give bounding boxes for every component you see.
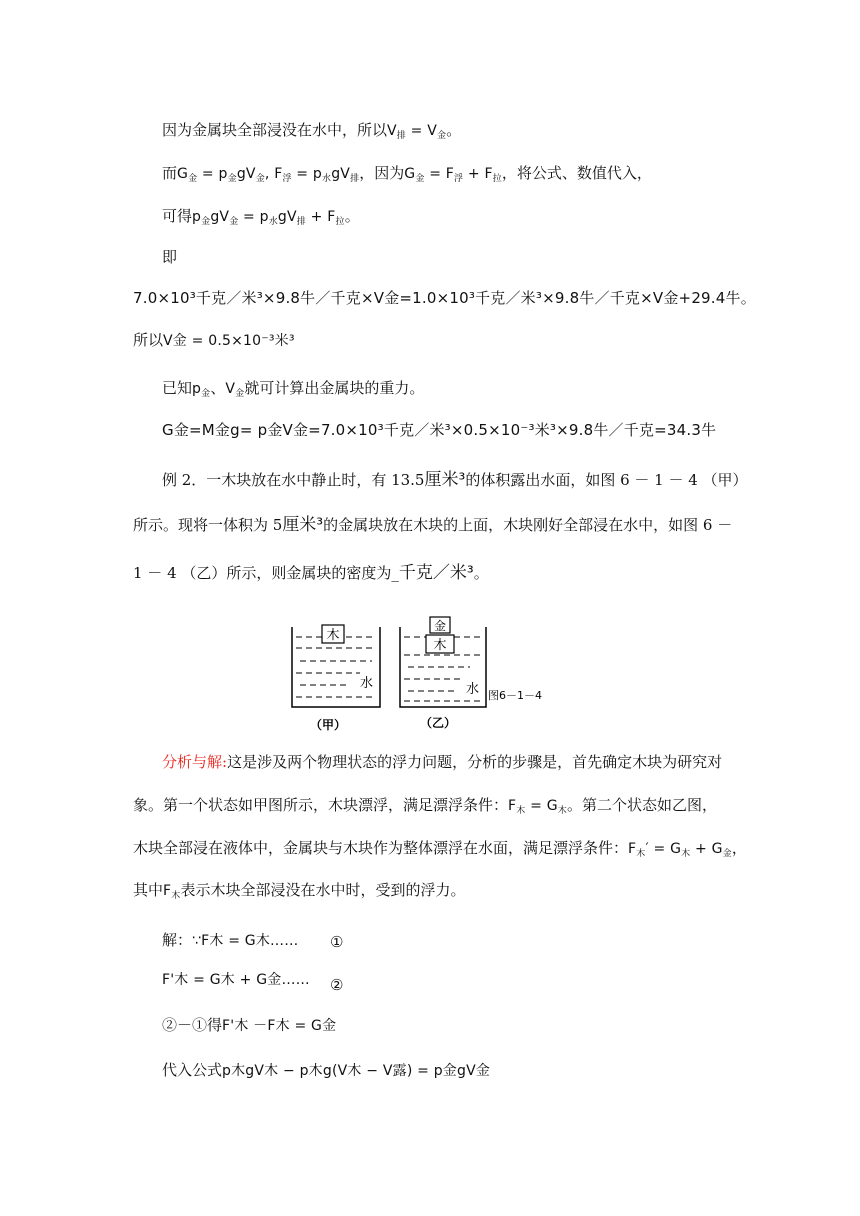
analysis-line-3 — [133, 838, 747, 864]
formula-balance: $G_金 = F_浮 + F_拉$ — [404, 166, 502, 184]
equation-line-8: G金=M金g= p金V金=7.0×10³千克／米³×0.5×10⁻³米³×9.8牛／千克=34.3牛 — [162, 421, 717, 439]
label-water-right: 水 — [466, 682, 480, 697]
analysis-line-2 — [133, 795, 717, 821]
text: 表示木块全部浸没在水中时，受到的浮力。 — [180, 881, 466, 899]
formula-v-gold: $V_金$ — [225, 381, 245, 399]
solution-line-1 — [162, 930, 298, 951]
text-line-7 — [162, 378, 424, 404]
text-line-1 — [162, 120, 461, 146]
text: ②－①得 — [162, 1016, 223, 1034]
text-line-2 — [162, 163, 652, 189]
text: 而 — [162, 164, 178, 182]
equation-line-5: 7.0×10³千克／米³×9.8牛／千克×V金=1.0×10³千克／米³×9.8牛／千克×V金+29.4牛。 — [133, 289, 756, 307]
text: 已知 — [162, 379, 193, 397]
label-wood-right: 木 — [433, 638, 447, 653]
example-line-2 — [133, 515, 732, 535]
text-line-4: 即 — [162, 248, 178, 266]
formula-g-f: $G_金 = p_金gV_金$, $F_浮 = p_水gV_排$ — [177, 166, 360, 184]
text: 1 － 4 （乙）所示，则金属块的密度为_ — [133, 564, 399, 582]
caption-left: （甲） — [310, 718, 347, 732]
text: ，因为 — [359, 164, 405, 182]
marker-2: ② — [330, 976, 344, 994]
text: 这是涉及两个物理状态的浮力问题，分析的步骤是，首先确定木块为研究对 — [227, 753, 723, 771]
formula-float-1: $F_木 = G_木$ — [508, 798, 567, 816]
analysis-line-1 — [162, 752, 722, 772]
label-metal: 金 — [433, 619, 447, 633]
text: 的金属块放在木块的上面，木块刚好全部浸在水中，如图 6 － — [323, 516, 733, 534]
formula-float-2: $F_木' = G_木 + G_金$ — [628, 841, 732, 859]
formula-v-equal: $V_排 = V_金$ — [387, 123, 447, 141]
equation-3: F'木 －F木 = G金 — [222, 1018, 337, 1034]
text-line-3 — [162, 206, 360, 232]
equation-1: ∵F木 = G木…… — [192, 933, 299, 949]
label-water-left: 水 — [360, 676, 374, 691]
text: 。 — [446, 121, 462, 139]
marker-1: ① — [330, 933, 344, 951]
text: ， — [731, 839, 747, 857]
formula-p-gold: $p_金$ — [192, 381, 211, 399]
text: 因为金属块全部浸没在水中，所以 — [162, 121, 388, 139]
label-wood-left: 木 — [326, 628, 340, 643]
text: 其中 — [133, 881, 164, 899]
formula-f-wood: $F_木$ — [163, 883, 181, 901]
equation-2: F'木 = G木 + G金…… — [162, 972, 310, 988]
text: 。第二个状态如乙图， — [566, 796, 717, 814]
text: 所示。现将一体积为 5 — [133, 516, 283, 534]
analysis-heading: 分析与解: — [162, 753, 228, 771]
text: 代入公式 — [162, 1061, 223, 1079]
figure-6-1-4 — [280, 615, 580, 735]
text: 、 — [210, 379, 226, 397]
text: 。 — [473, 564, 489, 582]
unit-cm3: 厘米³ — [282, 515, 324, 535]
solution-line-3 — [162, 1015, 336, 1036]
formula-v-result: V金 = 0.5×10⁻³米³ — [163, 333, 295, 349]
text: 木块全部浸在液体中，金属块与木块作为整体漂浮在水面，满足漂浮条件： — [133, 839, 629, 857]
caption-right: （乙） — [420, 716, 457, 730]
text: 例 2．一木块放在水中静止时，有 13.5 — [162, 471, 425, 489]
unit-density: 千克／米³ — [398, 563, 474, 583]
text: 。 — [344, 207, 360, 225]
text: 可得 — [162, 207, 193, 225]
text: 就可计算出金属块的重力。 — [244, 379, 425, 397]
text: 所以 — [133, 331, 164, 349]
example-line-3 — [133, 563, 489, 583]
text: 解： — [162, 931, 193, 949]
figure-caption: 图6－1－4 — [488, 689, 542, 702]
unit-cm3: 厘米³ — [424, 470, 466, 490]
solution-line-4 — [162, 1060, 490, 1081]
equation-4: p木gV木 − p木g(V木 − V露) = p金gV金 — [222, 1063, 491, 1079]
text: 的体积露出水面，如图 6 － 1 － 4 （甲） — [465, 471, 748, 489]
example-line-1 — [162, 470, 748, 490]
text-line-6 — [133, 330, 295, 351]
formula-substitute: $p_金gV_金 = p_水gV_排 + F_拉$ — [192, 209, 345, 227]
text: ，将公式、数值代入， — [501, 164, 652, 182]
text: 象。第一个状态如甲图所示，木块漂浮，满足漂浮条件： — [133, 796, 509, 814]
analysis-line-4 — [133, 880, 466, 906]
